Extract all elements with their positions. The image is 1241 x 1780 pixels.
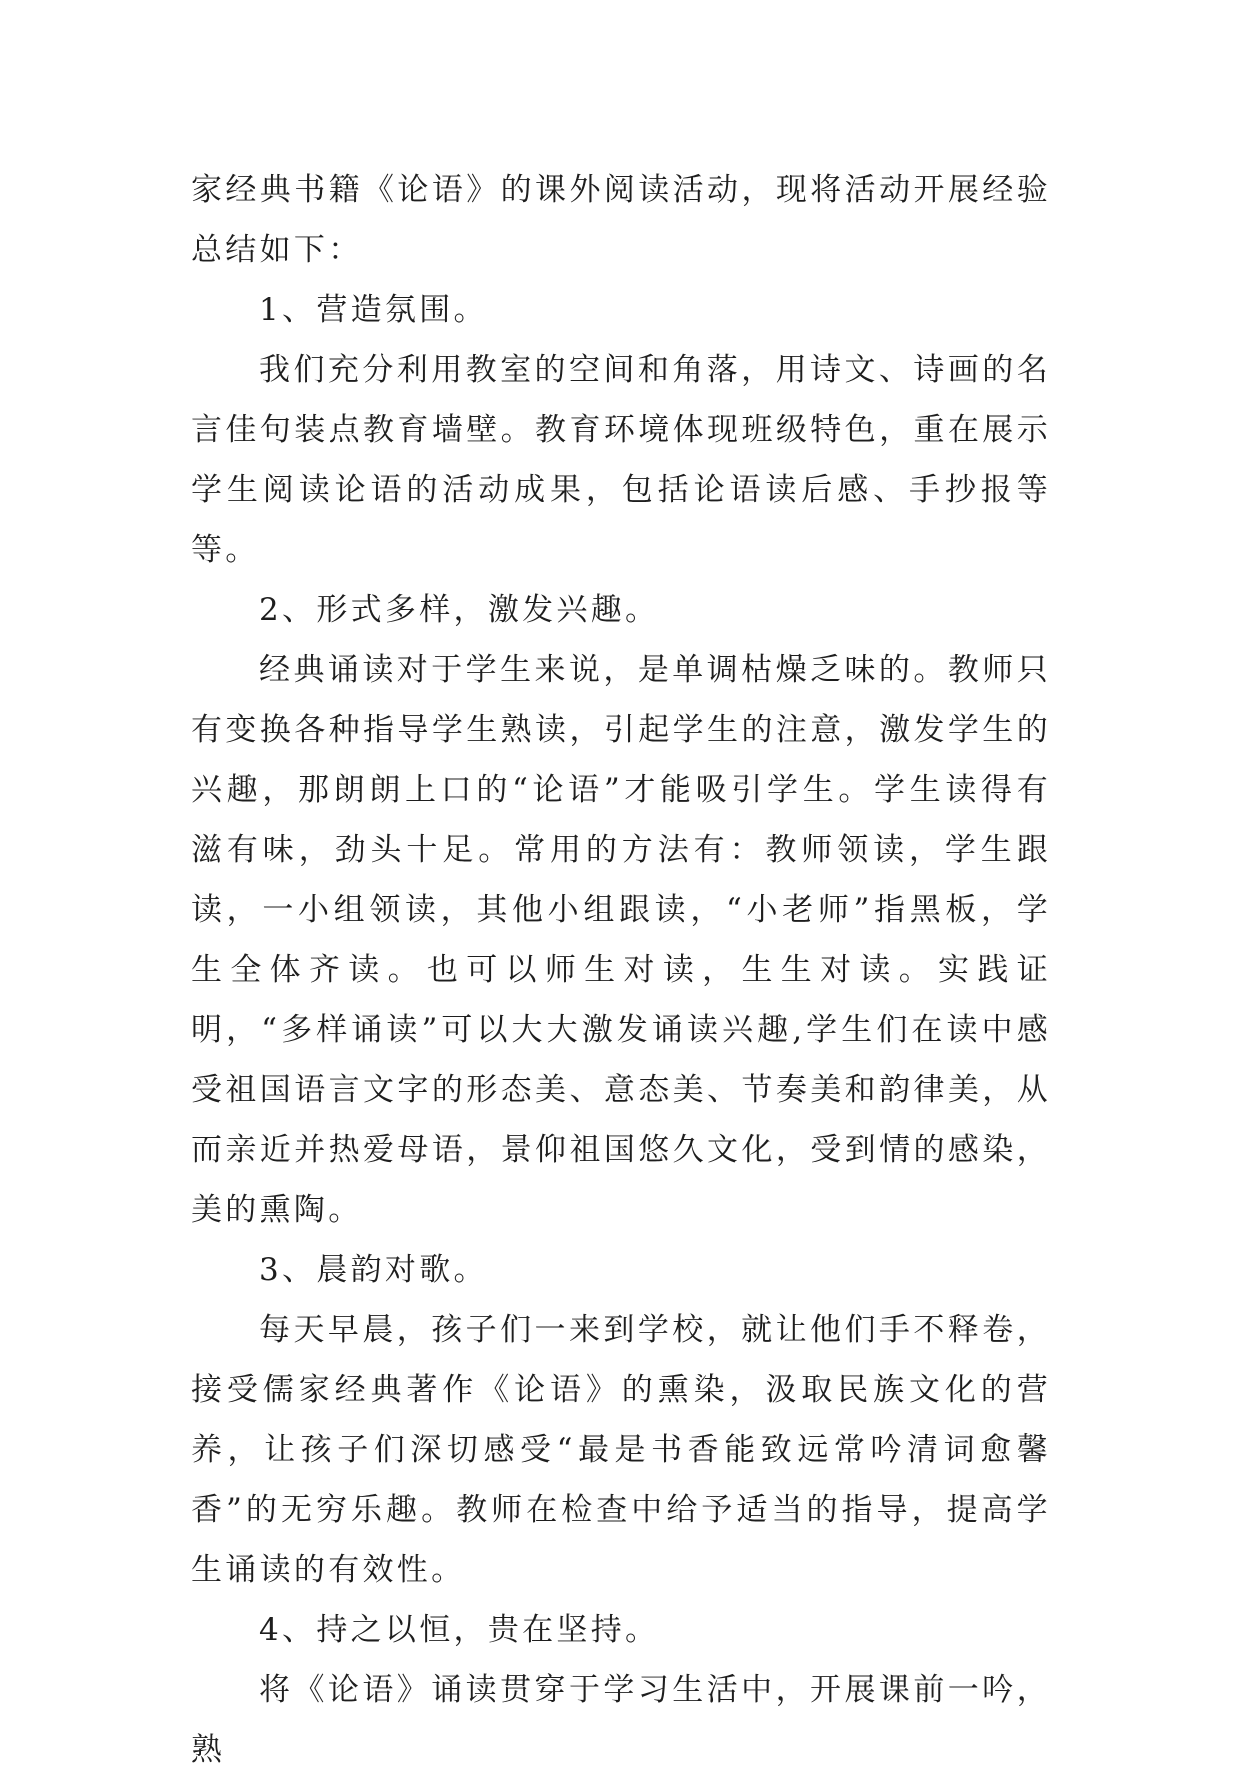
paragraph-classroom-environment: 我们充分利用教室的空间和角落，用诗文、诗画的名言佳句装点教育墙壁。教育环境体现班级特色，重在展示学生阅读论语的活动成果，包括论语读后感、手抄报等等。 xyxy=(191,352,1051,568)
paragraph-intro-continuation: 家经典书籍《论语》的课外阅读活动，现将活动开展经验总结如下： xyxy=(191,172,1051,268)
heading-morning-recital: 3、晨韵对歌。 xyxy=(259,1252,488,1288)
paragraph-daily-practice: 将《论语》诵读贯穿于学习生活中，开展课前一吟，熟 xyxy=(191,1672,1051,1768)
document-body xyxy=(191,160,1051,1780)
heading-perseverance: 4、持之以恒，贵在坚持。 xyxy=(259,1612,660,1648)
heading-create-atmosphere: 1、营造氛围。 xyxy=(259,292,488,328)
paragraph-reading-methods: 经典诵读对于学生来说，是单调枯燥乏味的。教师只有变换各种指导学生熟读，引起学生的注意，激发学生的兴趣，那朗朗上口的“论语”才能吸引学生。学生读得有滋有味，劲头十足。常用的方法有：教师领读，学生跟读，一小组领读，其他小组跟读，“小老师”指黑板，学生全体齐读。也可以师生对读，生生对读。实践证明，“多样诵读”可以大大激发诵读兴趣,学生们在读中感受祖国语言文字的形态美、意态美、节奏美和韵律美，从而亲近并热爱母语，景仰祖国悠久文化，受到情的感染，美的熏陶。 xyxy=(191,652,1051,1228)
heading-varied-forms: 2、形式多样，激发兴趣。 xyxy=(259,592,660,628)
paragraph-morning-reading: 每天早晨，孩子们一来到学校，就让他们手不释卷，接受儒家经典著作《论语》的熏染，汲取民族文化的营养，让孩子们深切感受“最是书香能致远常吟清词愈馨香”的无穷乐趣。教师在检查中给予适当的指导，提高学生诵读的有效性。 xyxy=(191,1312,1051,1588)
